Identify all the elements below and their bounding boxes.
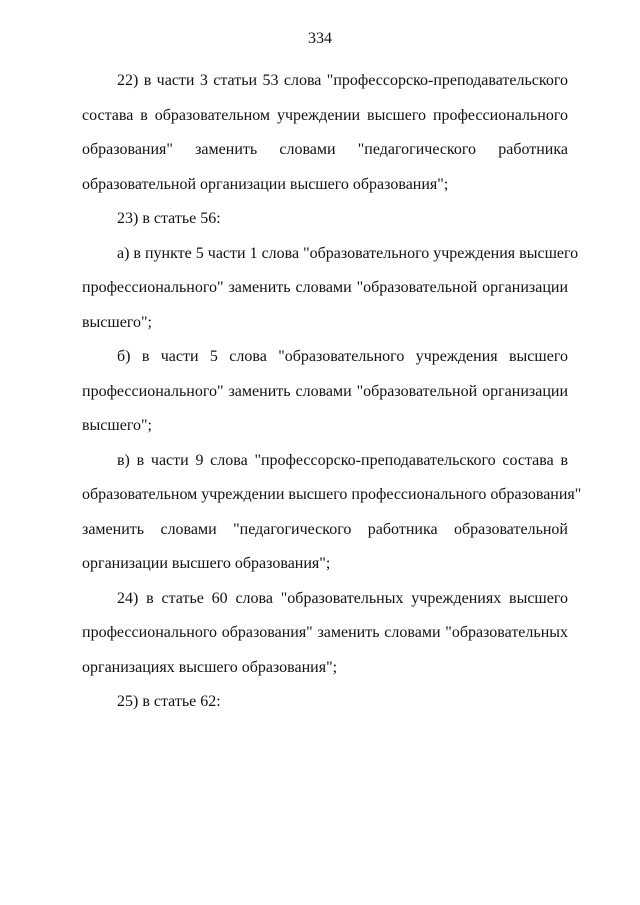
- text-line: высшего";: [82, 313, 152, 331]
- text-line: 24) в статье 60 слова "образовательных учреждениях высшего: [117, 589, 568, 607]
- text-line: образовательной организации высшего образования";: [82, 175, 449, 193]
- paragraph-23: [82, 202, 568, 237]
- text-line: 23) в статье 56:: [117, 210, 221, 227]
- text-line: в) в части 9 слова "профессорско-преподавательского состава в: [117, 451, 568, 469]
- text-line: 22) в части 3 статьи 53 слова "профессорско-преподавательского: [117, 72, 568, 89]
- text-line: профессионального образования" заменить словами "образовательных: [82, 624, 568, 641]
- text-line: профессионального" заменить словами "образовательной организации: [82, 279, 568, 296]
- text-line: организациях высшего образования";: [82, 658, 338, 676]
- text-line: образовательном учреждении высшего профессионального образования": [82, 486, 582, 503]
- text-line: высшего";: [82, 417, 152, 434]
- text-line: заменить словами "педагогического работника образовательной: [82, 520, 568, 538]
- paragraph-24: [82, 582, 568, 686]
- text-line: 25) в статье 62:: [117, 693, 221, 710]
- paragraph-22: [82, 64, 568, 202]
- document-body: [82, 64, 582, 720]
- text-line: состава в образовательном учреждении высшего профессионального: [82, 106, 568, 124]
- text-line: образования" заменить словами "педагогического работника: [82, 141, 568, 158]
- paragraph-b: [82, 340, 568, 444]
- text-line: организации высшего образования";: [82, 555, 331, 572]
- text-line: а) в пункте 5 части 1 слова "образовательного учреждения высшего: [117, 244, 579, 262]
- paragraph-a: [82, 237, 579, 341]
- paragraph-25: [82, 685, 568, 720]
- text-line: б) в части 5 слова "образовательного учреждения высшего: [117, 348, 568, 365]
- text-line: профессионального" заменить словами "образовательной организации: [82, 382, 568, 400]
- paragraph-v: [82, 444, 582, 582]
- page-number: 334: [308, 30, 332, 47]
